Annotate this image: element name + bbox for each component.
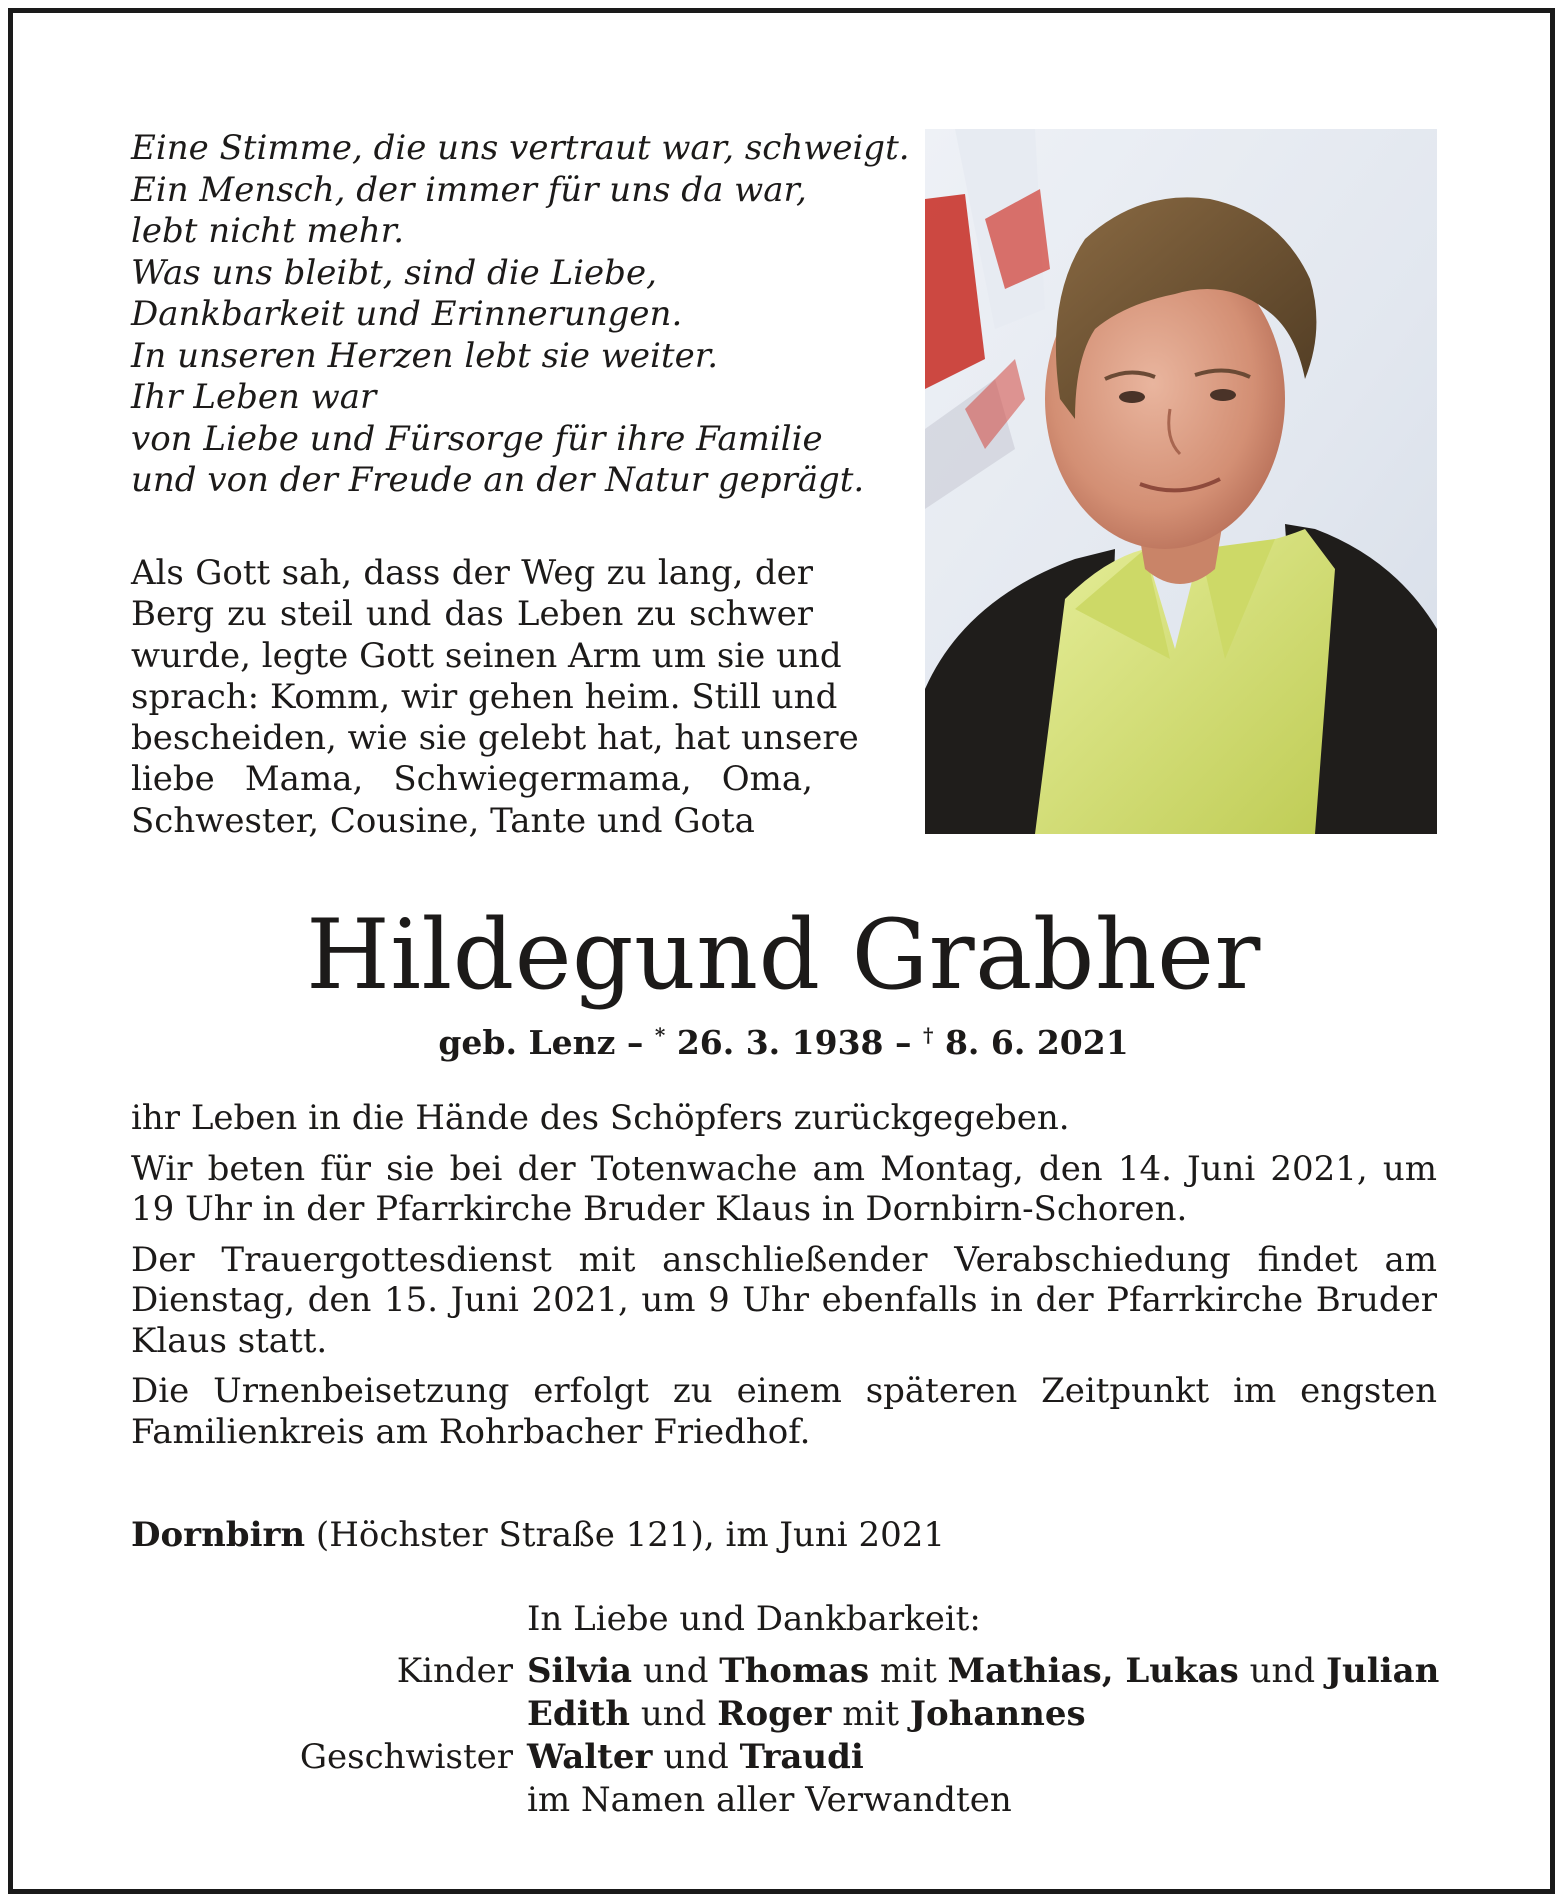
body-line: Wir beten für sie bei der Totenwache am Montag, den 14. Juni 2021, um — [131, 1148, 1437, 1189]
intro-line: wurde, legte Gott seinen Arm um sie und — [131, 635, 842, 676]
poem-line: Ihr Leben war — [131, 377, 377, 417]
person-name: Mathias, Lukas — [947, 1651, 1239, 1691]
family-row — [131, 1736, 1437, 1779]
birth-date: 26. 3. 1938 – — [665, 1023, 923, 1062]
intro-paragraph — [131, 553, 859, 842]
portrait-photo — [925, 129, 1437, 834]
place-address: (Höchster Straße 121), im Juni 2021 — [305, 1515, 945, 1555]
family-row — [131, 1779, 1437, 1822]
body-line: 19 Uhr in der Pfarrkirche Bruder Klaus in Dornbirn-Schoren. — [131, 1189, 1188, 1229]
announcement-body — [131, 1098, 1437, 1462]
family-names — [527, 1650, 1439, 1692]
family-row — [131, 1693, 1437, 1736]
person-name: Walter — [527, 1737, 653, 1777]
connector: mit — [869, 1651, 948, 1691]
body-line: Klaus statt. — [131, 1320, 328, 1361]
birth-mark: * — [654, 1023, 666, 1047]
family-row — [131, 1650, 1440, 1693]
poem-line: Dankbarkeit und Erinnerungen. — [131, 294, 683, 334]
place-and-date — [131, 1514, 1131, 1556]
connector: und — [1238, 1651, 1326, 1691]
person-name: Julian — [1325, 1651, 1440, 1691]
intro-line: bescheiden, wie sie gelebt hat, hat unsere — [131, 718, 859, 759]
poem-line: Ein Mensch, der immer für uns da war, — [131, 169, 807, 210]
maiden-name: geb. Lenz – — [438, 1023, 655, 1062]
person-name: Edith — [527, 1694, 631, 1734]
intro-line: Schwester, Cousine, Tante und Gota — [131, 800, 755, 841]
portrait-illustration — [925, 129, 1437, 834]
service-paragraph — [131, 1240, 1437, 1362]
family-names — [527, 1736, 864, 1778]
death-date: 8. 6. 2021 — [933, 1023, 1129, 1062]
connector: mit — [831, 1694, 910, 1734]
body-paragraph: ihr Leben in die Hände des Schöpfers zurückgegeben. — [131, 1098, 1070, 1138]
body-line: Der Trauergottesdienst mit anschließender Verabschiedung findet am — [131, 1239, 1437, 1280]
body-line: Die Urnenbeisetzung erfolgt zu einem späteren Zeitpunkt im engsten — [131, 1371, 1437, 1411]
relation-label: Geschwister — [299, 1737, 513, 1777]
family-list — [131, 1650, 1440, 1822]
wake-paragraph — [131, 1149, 1437, 1230]
connector: und — [632, 1651, 720, 1691]
relation-label: Kinder — [396, 1651, 513, 1691]
poem — [131, 128, 910, 502]
relatives-note: im Namen aller Verwandten — [527, 1780, 1012, 1820]
place-city: Dornbirn — [131, 1515, 306, 1555]
poem-line: von Liebe und Fürsorge für ihre Familie — [131, 418, 823, 459]
poem-line: Eine Stimme, die uns vertraut war, schweigt. — [131, 128, 910, 168]
person-name: Johannes — [909, 1694, 1086, 1734]
poem-line: lebt nicht mehr. — [131, 211, 404, 251]
intro-line: liebe Mama, Schwiegermama, Oma, — [131, 759, 813, 800]
person-name: Traudi — [739, 1737, 864, 1777]
body-line: Dienstag, den 15. Juni 2021, um 9 Uhr ebenfalls in der Pfarrkirche Bruder — [131, 1280, 1437, 1320]
person-name: Silvia — [527, 1651, 633, 1691]
life-dates — [0, 1013, 1567, 1065]
poem-line: Was uns bleibt, sind die Liebe, — [131, 252, 657, 293]
death-mark: † — [922, 1023, 934, 1047]
connector: und — [630, 1694, 718, 1734]
connector: und — [652, 1737, 740, 1777]
intro-line: sprach: Komm, wir gehen heim. Still und — [131, 676, 838, 717]
body-line: Familienkreis am Rohrbacher Friedhof. — [131, 1411, 811, 1452]
intro-line: Berg zu steil und das Leben zu schwer — [131, 594, 813, 635]
person-name: Thomas — [719, 1651, 870, 1691]
burial-paragraph — [131, 1371, 1437, 1452]
closing-line: In Liebe und Dankbarkeit: — [527, 1599, 981, 1639]
family-names — [527, 1693, 1086, 1735]
person-name: Roger — [717, 1694, 832, 1734]
poem-line: In unseren Herzen lebt sie weiter. — [131, 335, 719, 376]
deceased-name: Hildegund Grabher — [306, 899, 1261, 1011]
poem-line: und von der Freude an der Natur geprägt. — [131, 460, 865, 500]
intro-line: Als Gott sah, dass der Weg zu lang, der — [131, 553, 813, 593]
